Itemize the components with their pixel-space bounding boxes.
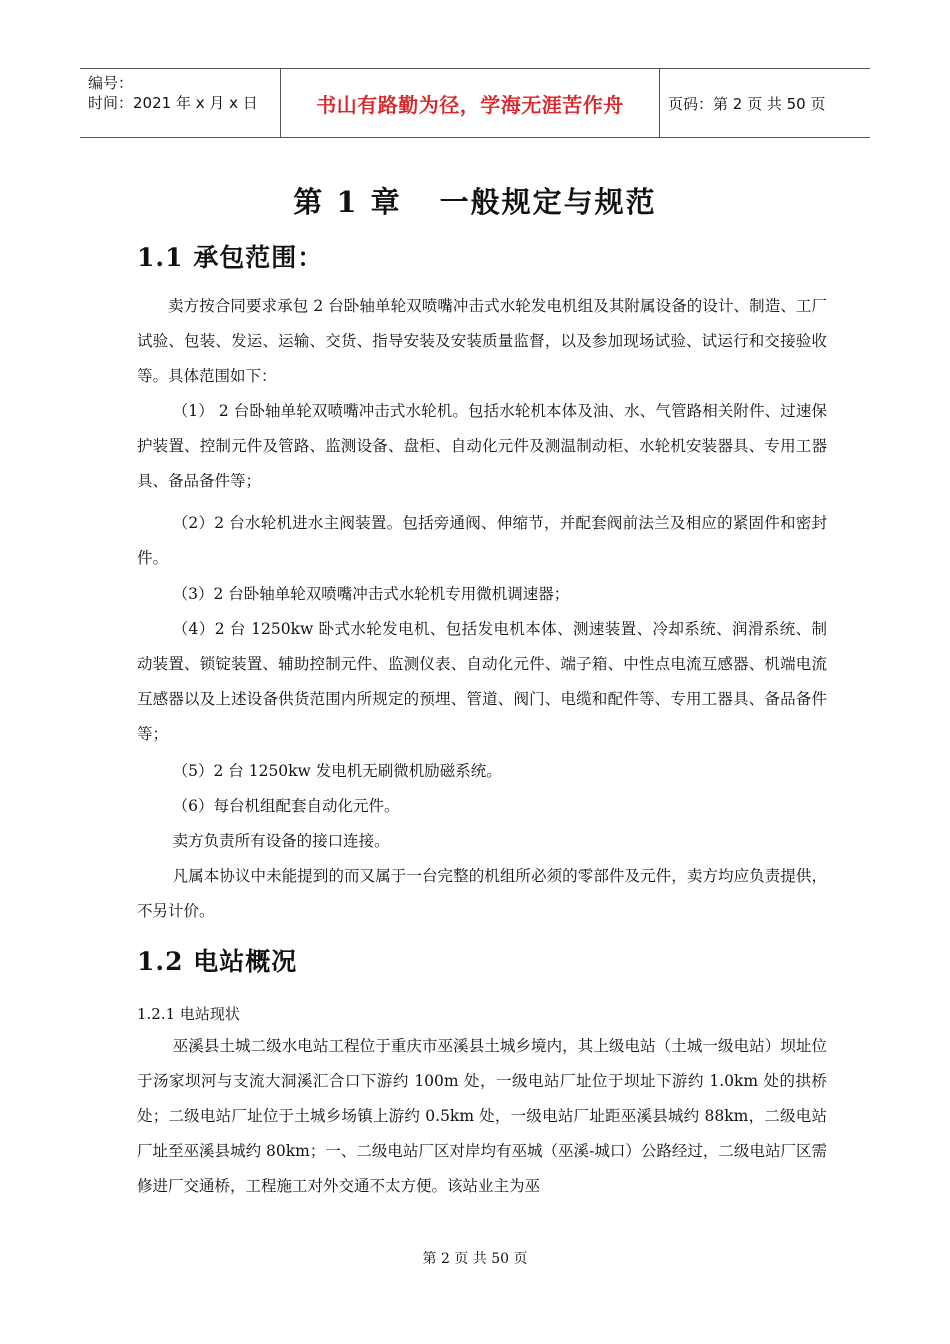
- paragraph: （2）2 台水轮机进水主阀装置。包括旁通阀、伸缩节，并配套阀前法兰及相应的紧固件和密封件。: [137, 514, 827, 567]
- paragraph: 凡属本协议中未能提到的而又属于一台完整的机组所必须的零部件及元件，卖方均应负责提供，不另计价。: [137, 867, 827, 920]
- header-motto: 书山有路勤为径，学海无涯苦作舟: [280, 69, 660, 137]
- page-footer: 第 2 页 共 50 页: [422, 1251, 528, 1267]
- paragraph: （3）2 台卧轴单轮双喷嘴冲击式水轮机专用微机调速器；: [172, 585, 570, 603]
- chapter-title: [0, 180, 950, 221]
- paragraph: 巫溪县土城二级水电站工程位于重庆市巫溪县土城乡境内，其上级电站（土城一级电站）坝址位于汤家坝河与支流大洞溪汇合口下游约 100m 处，一级电站厂址位于坝址下游约 1.0km 处的拱桥处；二级电站厂址位于土城乡场镇上游约 0.5km 处，一级电站厂址距巫溪县城约 88km，二级电站厂址至巫溪县城约 80km；一、二级电站厂区对岸均有巫城（巫溪-城口）公路经过，二级电站厂区需修进厂交通桥，工程施工对外交通不太方便。该站业主为巫: [137, 1037, 827, 1195]
- header-page-info: 页码：第 2 页 共 50 页: [668, 94, 826, 113]
- section-heading-1-2: 1.2 电站概况: [137, 947, 298, 976]
- section-heading-1-1: 1.1 承包范围：: [137, 243, 324, 272]
- paragraph: （5）2 台 1250kw 发电机无刷微机励磁系统。: [172, 762, 502, 780]
- paragraph: 卖方负责所有设备的接口连接。: [172, 832, 390, 850]
- chapter-number: 第 1 章: [293, 185, 402, 219]
- paragraph: （1） 2 台卧轴单轮双喷嘴冲击式水轮机。包括水轮机本体及油、水、气管路相关附件、过速保护装置、控制元件及管路、监测设备、盘柜、自动化元件及测温制动柜、水轮机安装器具、专用工器具、备品备件等；: [137, 402, 827, 490]
- page-header: [80, 68, 870, 138]
- paragraph: （4）2 台 1250kw 卧式水轮发电机、包括发电机本体、测速装置、冷却系统、润滑系统、制动装置、锁锭装置、辅助控制元件、监测仪表、自动化元件、端子箱、中性点电流互感器、机端电流互感器以及上述设备供货范围内所规定的预埋、管道、阀门、电缆和配件等、专用工器具、备品备件等；: [137, 620, 827, 743]
- paragraph: （6）每台机组配套自动化元件。: [172, 797, 400, 815]
- chapter-name: 一般规定与规范: [439, 185, 657, 219]
- paragraph: 卖方按合同要求承包 2 台卧轴单轮双喷嘴冲击式水轮发电机组及其附属设备的设计、制造、工厂试验、包装、发运、运输、交货、指导安装及安装质量监督，以及参加现场试验、试运行和交接验收等。具体范围如下：: [137, 297, 827, 385]
- header-meta: [80, 69, 280, 137]
- time-label: 时间：2021 年 x 月 x 日: [88, 94, 258, 112]
- subsection-heading-1-2-1: 1.2.1 电站现状: [137, 1005, 240, 1023]
- number-label: 编号：: [88, 74, 134, 92]
